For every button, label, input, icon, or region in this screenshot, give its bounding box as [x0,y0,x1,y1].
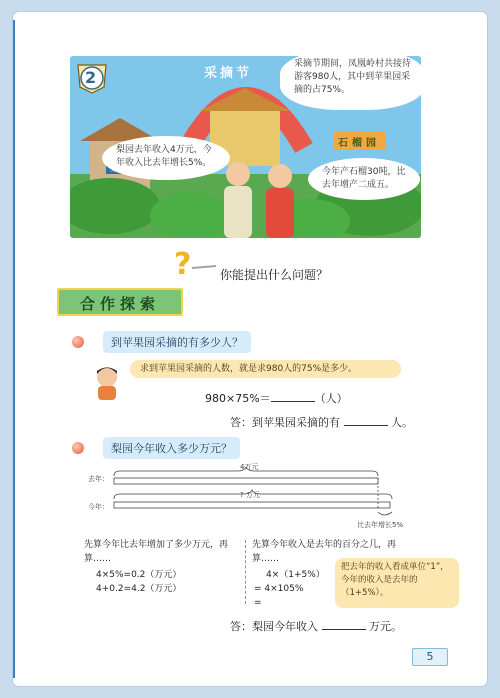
svg-text:?: ? [174,247,192,280]
bullet-dot-2 [72,442,84,454]
sign-right-char-2: 榴 [352,138,366,149]
right-work-line2: = 4×105% [254,584,304,594]
section-badge [74,59,110,95]
answer-2-suffix: 万元。 [369,620,402,633]
bubble-top-right: 采摘节期间，凤凰岭村共接待游客980人，其中到苹果园采摘的占75%。 [280,56,421,110]
answer-2 [230,618,402,634]
answer-2-blank [322,619,366,630]
diagram-top-brace-label: 4万元 [240,463,259,471]
hint-note: 把去年的收入看成单位“1”，今年的收入是去年的（1+5%）。 [335,558,459,608]
bubble-right: 今年产石榴30吨，比去年增产二成五。 [308,158,420,200]
boy-avatar [90,364,124,404]
answer-1-blank [344,415,388,426]
left-work-intro: 先算今年比去年增加了多少万元，再算…… [84,540,229,564]
answer-1-prefix: 答：到苹果园采摘的有 [230,416,340,429]
prompt-text: 你能提出什么问题？ [220,268,329,282]
sign-right-char-1: 石 [338,138,352,149]
sign-left: 梨园 [110,164,129,174]
left-work-line1: 4×5%=0.2（万元） [96,570,182,580]
arch-sign: 采摘节 [204,66,253,81]
question-mark-icon [172,246,218,284]
sign-right-char-3: 园 [366,138,380,149]
answer-1-suffix: 人。 [391,416,413,429]
right-work-line3: = [254,598,262,608]
sign-right [338,134,380,149]
diagram-row1-label: 去年： [88,475,109,483]
right-work-line1: 4×（1+5%） [266,570,325,580]
question-label-2: 梨园今年收入多少万元？ [103,437,240,459]
diagram-bottom-brace-label: ? 万元 [240,491,260,499]
question-label-1: 到苹果园采摘的有多少人？ [103,331,251,353]
bubble-left: 梨园去年收入4万元，今年收入比去年增长5%。 [102,136,230,180]
divider-line [245,540,246,604]
section-heading: 合作探索 [57,288,183,316]
equation-1-blank [271,391,315,402]
page-number: 5 [412,648,448,666]
speech-bubble-1: 求到苹果园采摘的人数，就是求980人的75%是多少。 [130,360,401,378]
left-border-bar [13,20,15,678]
answer-2-prefix: 答：梨园今年收入 [230,620,318,633]
left-work-line2: 4+0.2=4.2（万元） [96,584,182,594]
answer-1 [230,414,413,430]
right-work-intro: 先算今年收入是去年的百分之几，再算…… [252,540,397,564]
illustration-scene [70,56,421,238]
equation-1-unit: （人） [314,392,348,405]
equation-1-left: 980×75%＝ [205,392,271,405]
diagram-extra-label: 比去年增长5% [357,521,404,529]
line-segment-diagram [110,466,400,522]
equation-1 [205,390,348,406]
diagram-row2-label: 今年： [88,503,109,511]
bullet-dot-1 [72,336,84,348]
section-number: 2 [85,68,97,87]
